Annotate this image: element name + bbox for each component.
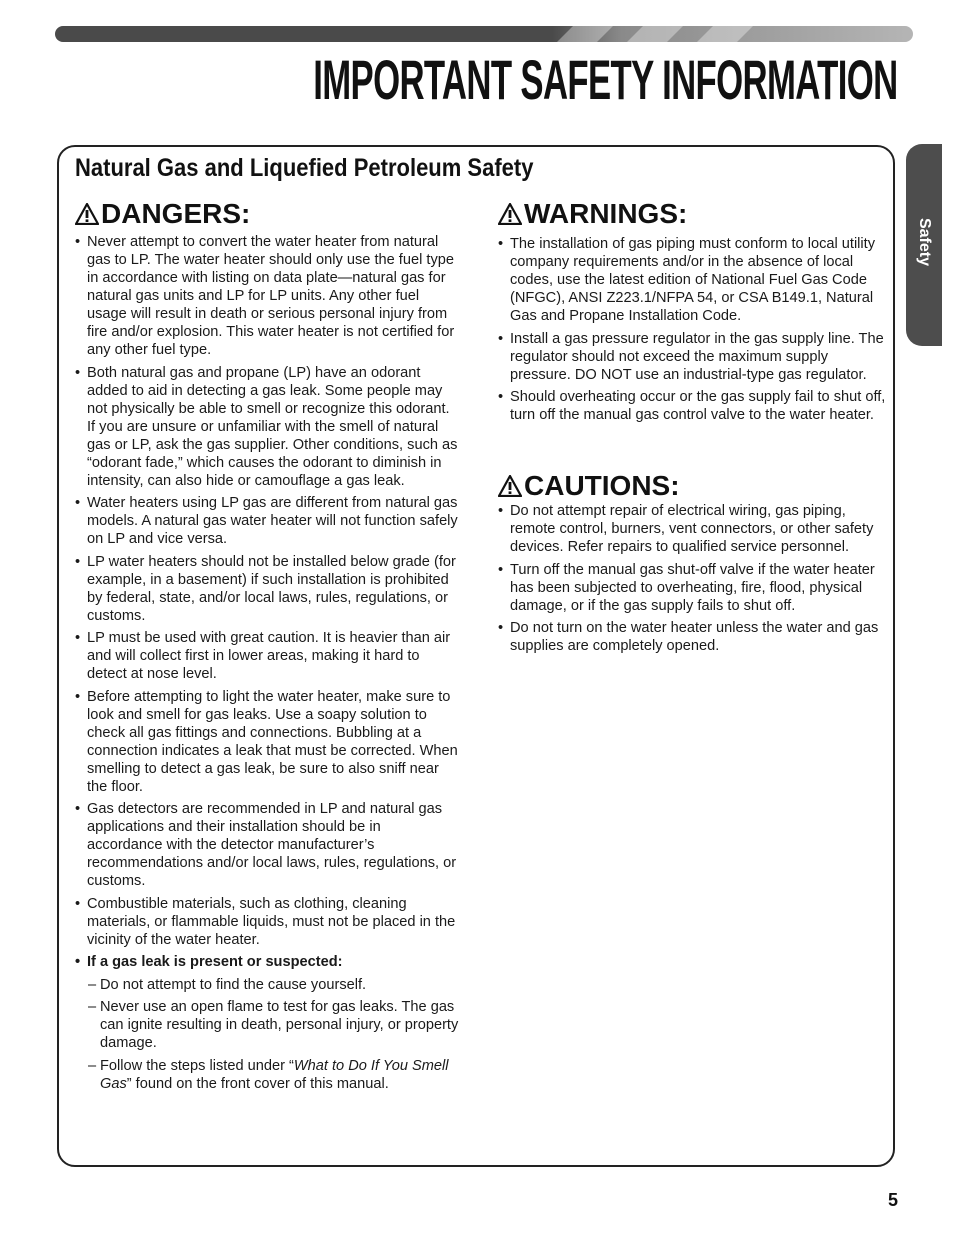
page-title: IMPORTANT SAFETY INFORMATION [313, 48, 898, 111]
gas-leak-step: – Follow the steps listed under “What to Do If You Smell Gas” found on the front cover of this manual. [88, 1057, 449, 1092]
cautions-heading [498, 472, 680, 500]
list-item: • Never attempt to convert the water heater from natural gas to LP. The water heater should only use the fuel type in accordance with listing on data plate—natural gas for natural gas units and LP for LP units. Any other fuel usage will result in death or serious personal injury from fire and/or explosion. This water heater is not certified for any other fuel type. [75, 234, 455, 358]
list-item: • Should overheating occur or the gas supply fail to shut off, turn off the manual gas control valve to the water heater. [498, 389, 886, 423]
bar-stripe [697, 26, 753, 42]
list-item: • Turn off the manual gas shut-off valve if the water heater has been subjected to overheating, fire, flood, physical damage, or if the gas supply fails to shut off. [498, 561, 875, 614]
section-tab-safety[interactable] [906, 144, 942, 346]
manual-reference-title: What to Do If You Smell Gas [100, 1057, 449, 1092]
header-decorative-bar [55, 26, 913, 42]
list-item: • Do not turn on the water heater unless the water and gas supplies are completely opened. [498, 620, 879, 654]
list-item: • Gas detectors are recommended in LP and natural gas applications and their installation should be in accordance with the detector manufacturer’s recommendations and/or local laws, rules, regulations, or customs. [75, 801, 457, 889]
cautions-heading-label: CAUTIONS: [524, 470, 680, 501]
gas-leak-heading: • If a gas leak is present or suspected: [75, 954, 343, 970]
warnings-heading [498, 200, 687, 228]
list-item: • Combustible materials, such as clothing, cleaning materials, or flammable liquids, must not be placed in the vicinity of the water heater. [75, 895, 456, 948]
gas-leak-step: – Do not attempt to find the cause yourself. [88, 976, 367, 993]
warning-triangle-icon [75, 203, 99, 225]
bar-stripe [627, 26, 683, 42]
dangers-heading-label: DANGERS: [101, 198, 251, 229]
list-item: • Water heaters using LP gas are different from natural gas models. A natural gas water heater will not function safely on LP and vice versa. [75, 495, 458, 547]
list-item: • LP water heaters should not be installed below grade (for example, in a basement) if such installation is prohibited by federal, state, and/or local laws, rules, regulations, or customs. [75, 553, 456, 624]
list-item: • Install a gas pressure regulator in the gas supply line. The regulator should not exceed the maximum supply pressure. DO NOT use an industrial-type gas regulator. [498, 330, 884, 383]
list-item: • The installation of gas piping must conform to local utility company requirements and/or in the absence of local codes, use the latest edition of National Fuel Gas Code (NFGC), ANSI Z223.1/NFPA 54, or CSA B149.1, Natural Gas and Propane Installation Code. [498, 236, 876, 324]
warnings-heading-label: WARNINGS: [524, 198, 688, 229]
list-item: • Do not attempt repair of electrical wiring, gas piping, remote control, burners, vent connectors, or other safety devices. Refer repairs to qualified service personnel. [498, 503, 874, 555]
section-tab-label: Safety [916, 217, 933, 267]
dangers-list [75, 233, 460, 1097]
page-number: 5 [887, 1190, 898, 1210]
warning-triangle-icon [498, 203, 522, 225]
list-item: • Both natural gas and propane (LP) have an odorant added to aid in detecting a gas leak. Some people may not physically be able to smell or recognize this odorant. If you are unsure or unfamiliar with the smell of natural gas or LP, ask the gas supplier. Other conditions, such as “odorant fade,” which causes the odorant to diminish in intensity, can also hide or camouflage a gas leak. [75, 364, 458, 489]
gas-leak-step: – Never use an open flame to test for gas leaks. The gas can ignite resulting in death, personal injury, or property damage. [88, 999, 459, 1051]
section-title: Natural Gas and Liquefied Petroleum Safety [75, 154, 534, 182]
list-item: • LP must be used with great caution. It is heavier than air and will collect first in lower areas, making it hard to detect at nose level. [75, 630, 451, 682]
warnings-list [498, 235, 888, 429]
list-item: • Before attempting to light the water heater, make sure to look and smell for gas leaks. Use a soapy solution to check all gas fittings and connections. Bubbling at a connection indicates a leak that must be corrected. When smelling to detect a gas leak, be sure to also sniff near the floor. [75, 688, 458, 795]
cautions-list [498, 502, 888, 660]
dangers-heading [75, 200, 250, 228]
bar-stripe [557, 26, 613, 42]
warning-triangle-icon [498, 475, 522, 497]
